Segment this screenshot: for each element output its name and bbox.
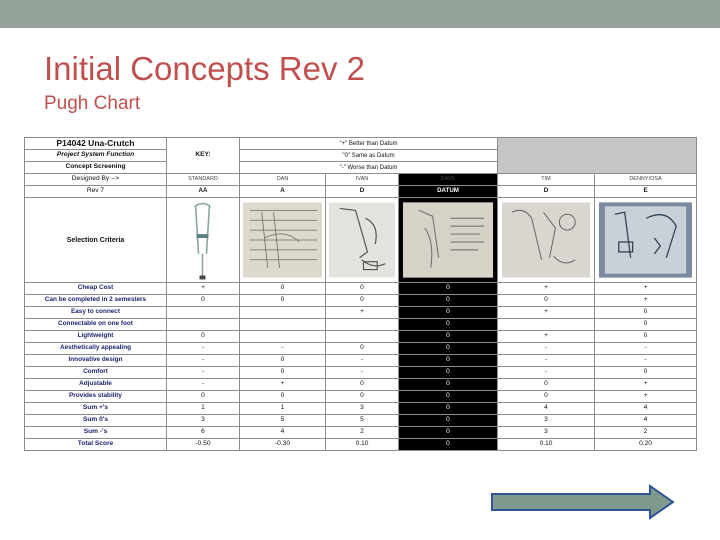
slide-title: Initial Concepts Rev 2	[44, 50, 365, 87]
criteria-row-value: -	[595, 355, 697, 367]
criteria-row-value: -	[326, 367, 399, 379]
criteria-row-value: -	[498, 355, 595, 367]
sketch-photo-denny-osa	[595, 198, 696, 282]
criteria-row-value: -	[167, 343, 240, 355]
criteria-row-value: 0	[326, 379, 399, 391]
criteria-row-label: Provides stability	[25, 391, 167, 403]
criteria-row-value: 0	[326, 391, 399, 403]
criteria-row-value: 0	[240, 283, 326, 295]
criteria-row-label: Adjustable	[25, 379, 167, 391]
next-slide-button[interactable]	[490, 484, 676, 520]
criteria-row	[25, 283, 697, 295]
criteria-row-value: 0	[399, 307, 498, 319]
designed-by-label: Designed By -->	[25, 174, 167, 186]
criteria-row-value: 0	[167, 331, 240, 343]
concept-code: AA	[167, 186, 240, 198]
criteria-row-value: -	[595, 343, 697, 355]
criteria-row-value: 0	[595, 331, 697, 343]
criteria-row-value: -	[326, 355, 399, 367]
sum-row-value: 2	[595, 427, 697, 439]
criteria-row-value: 0	[399, 391, 498, 403]
total-score-row-value: -0.50	[167, 439, 240, 451]
sum-row	[25, 403, 697, 415]
criteria-row-label: Cheap Cost	[25, 283, 167, 295]
criteria-row	[25, 343, 697, 355]
criteria-row-value: -	[240, 343, 326, 355]
total-score-row-value: 0.10	[326, 439, 399, 451]
criteria-row-value: +	[240, 379, 326, 391]
criteria-row	[25, 379, 697, 391]
system-function-label: Project System Function	[25, 150, 167, 162]
sum-row-value: 4	[498, 403, 595, 415]
sum-row-label: Sum 0's	[25, 415, 167, 427]
pugh-chart-table	[24, 137, 697, 451]
criteria-row-value: +	[498, 283, 595, 295]
criteria-row-value: 0	[399, 367, 498, 379]
sketch-photo-dave	[399, 198, 497, 282]
rev-label: Rev 7	[25, 186, 167, 198]
total-score-row-label: Total Score	[25, 439, 167, 451]
criteria-row	[25, 367, 697, 379]
total-score-row-value: 0	[399, 439, 498, 451]
criteria-row-value: 0	[498, 295, 595, 307]
criteria-row-label: Lightweight	[25, 331, 167, 343]
project-name: P14042 Una-Crutch	[25, 138, 167, 150]
criteria-row-label: Connectable on one foot	[25, 319, 167, 331]
total-score-row-value: 0.20	[595, 439, 697, 451]
criteria-row-value	[240, 331, 326, 343]
pugh-chart-sheet	[24, 137, 696, 455]
sum-row-value: 5	[240, 415, 326, 427]
criteria-row-value: +	[167, 283, 240, 295]
sum-row-value: 0	[399, 403, 498, 415]
criteria-row	[25, 355, 697, 367]
criteria-row-label: Easy to connect	[25, 307, 167, 319]
criteria-row-label: Aesthetically appealing	[25, 343, 167, 355]
criteria-row-value: -	[167, 379, 240, 391]
criteria-row-value: -	[498, 367, 595, 379]
concept-image-standard	[167, 198, 240, 283]
concept-code: D	[326, 186, 399, 198]
criteria-row-value: +	[498, 307, 595, 319]
total-score-row	[25, 439, 697, 451]
designer-header: DENNY/OSA	[595, 174, 697, 186]
sketch-photo-dan	[240, 198, 325, 282]
sum-row	[25, 415, 697, 427]
concept-image-dan	[240, 198, 326, 283]
criteria-row-value: -	[498, 343, 595, 355]
sum-row-value: 3	[498, 415, 595, 427]
criteria-row-value: +	[595, 379, 697, 391]
criteria-row-value: 0	[240, 295, 326, 307]
criteria-row-value: +	[498, 331, 595, 343]
criteria-row-value	[240, 319, 326, 331]
criteria-row-value: 0	[167, 391, 240, 403]
sum-row-value: 0	[399, 427, 498, 439]
selection-criteria-label: Selection Criteria	[25, 198, 167, 283]
concept-code: A	[240, 186, 326, 198]
slide-subtitle: Pugh Chart	[44, 93, 141, 114]
crutch-photo	[167, 198, 239, 282]
sum-row-value: 4	[595, 403, 697, 415]
key-line-worse: "-" Worse than Datum	[240, 162, 498, 174]
criteria-row-value: +	[326, 307, 399, 319]
sum-row-label: Sum +'s	[25, 403, 167, 415]
sum-row-value: 4	[240, 427, 326, 439]
concept-code: D	[498, 186, 595, 198]
criteria-row-value	[240, 307, 326, 319]
criteria-row-label: Comfort	[25, 367, 167, 379]
criteria-row-value: 0	[240, 367, 326, 379]
criteria-row-value: +	[595, 391, 697, 403]
designer-header: STANDARD	[167, 174, 240, 186]
criteria-row	[25, 307, 697, 319]
criteria-row-value	[167, 319, 240, 331]
criteria-row-value: 0	[595, 307, 697, 319]
header-gray-block	[498, 138, 697, 174]
concept-screening-label: Concept Screening	[25, 162, 167, 174]
criteria-row-value: -	[167, 355, 240, 367]
criteria-row-value: 0	[399, 343, 498, 355]
criteria-row-value: +	[595, 283, 697, 295]
concept-image-dave	[399, 198, 498, 283]
criteria-row-value: 0	[399, 355, 498, 367]
sum-row-value: 4	[595, 415, 697, 427]
criteria-row	[25, 295, 697, 307]
sketch-photo-tim	[498, 198, 594, 282]
key-line-better: "+" Better than Datum	[240, 138, 498, 150]
sum-row-value: 5	[326, 415, 399, 427]
concept-image-tim	[498, 198, 595, 283]
criteria-row-value: 0	[399, 283, 498, 295]
designer-header: IVAN	[326, 174, 399, 186]
criteria-row-value: 0	[326, 343, 399, 355]
sum-row-value: 1	[167, 403, 240, 415]
key-line-same: "0" Same as Datum	[240, 150, 498, 162]
criteria-row-value: +	[595, 295, 697, 307]
concept-image-ivan	[326, 198, 399, 283]
total-score-row-value: -0.30	[240, 439, 326, 451]
criteria-row-value	[326, 331, 399, 343]
criteria-row-value: 0	[326, 295, 399, 307]
criteria-row	[25, 391, 697, 403]
criteria-row-value: 0	[240, 355, 326, 367]
criteria-row-value: 0	[326, 283, 399, 295]
criteria-row-value: 0	[240, 391, 326, 403]
criteria-row-value: 0	[399, 295, 498, 307]
right-arrow-icon	[490, 484, 676, 520]
concept-code: E	[595, 186, 697, 198]
designer-header: DAN	[240, 174, 326, 186]
sum-row-label: Sum -'s	[25, 427, 167, 439]
criteria-row-value	[167, 307, 240, 319]
criteria-row	[25, 319, 697, 331]
criteria-row-value: 0	[595, 367, 697, 379]
top-bar	[0, 0, 720, 28]
criteria-row-value	[326, 319, 399, 331]
sum-row-value: 0	[399, 415, 498, 427]
sum-row-value: 3	[326, 403, 399, 415]
criteria-row-value: 0	[399, 379, 498, 391]
criteria-row-value: 0	[498, 379, 595, 391]
key-label: KEY:	[167, 138, 240, 174]
criteria-row-value: -	[167, 367, 240, 379]
designer-header: DAVE	[399, 174, 498, 186]
sum-row-value: 3	[167, 415, 240, 427]
sum-row-value: 6	[167, 427, 240, 439]
designer-header: TIM	[498, 174, 595, 186]
criteria-row-label: Innovative design	[25, 355, 167, 367]
concept-image-denny-osa	[595, 198, 697, 283]
sum-row-value: 1	[240, 403, 326, 415]
criteria-row-value: 0	[399, 331, 498, 343]
total-score-row-value: 0.10	[498, 439, 595, 451]
criteria-row-label: Can be completed in 2 semesters	[25, 295, 167, 307]
criteria-row-value: 0	[498, 391, 595, 403]
criteria-row-value	[498, 319, 595, 331]
sum-row-value: 3	[498, 427, 595, 439]
sum-row	[25, 427, 697, 439]
criteria-row-value: 0	[595, 319, 697, 331]
sketch-photo-ivan	[326, 198, 398, 282]
criteria-row-value: 0	[167, 295, 240, 307]
concept-code: DATUM	[399, 186, 498, 198]
sum-row-value: 2	[326, 427, 399, 439]
criteria-row-value: 0	[399, 319, 498, 331]
criteria-row	[25, 331, 697, 343]
